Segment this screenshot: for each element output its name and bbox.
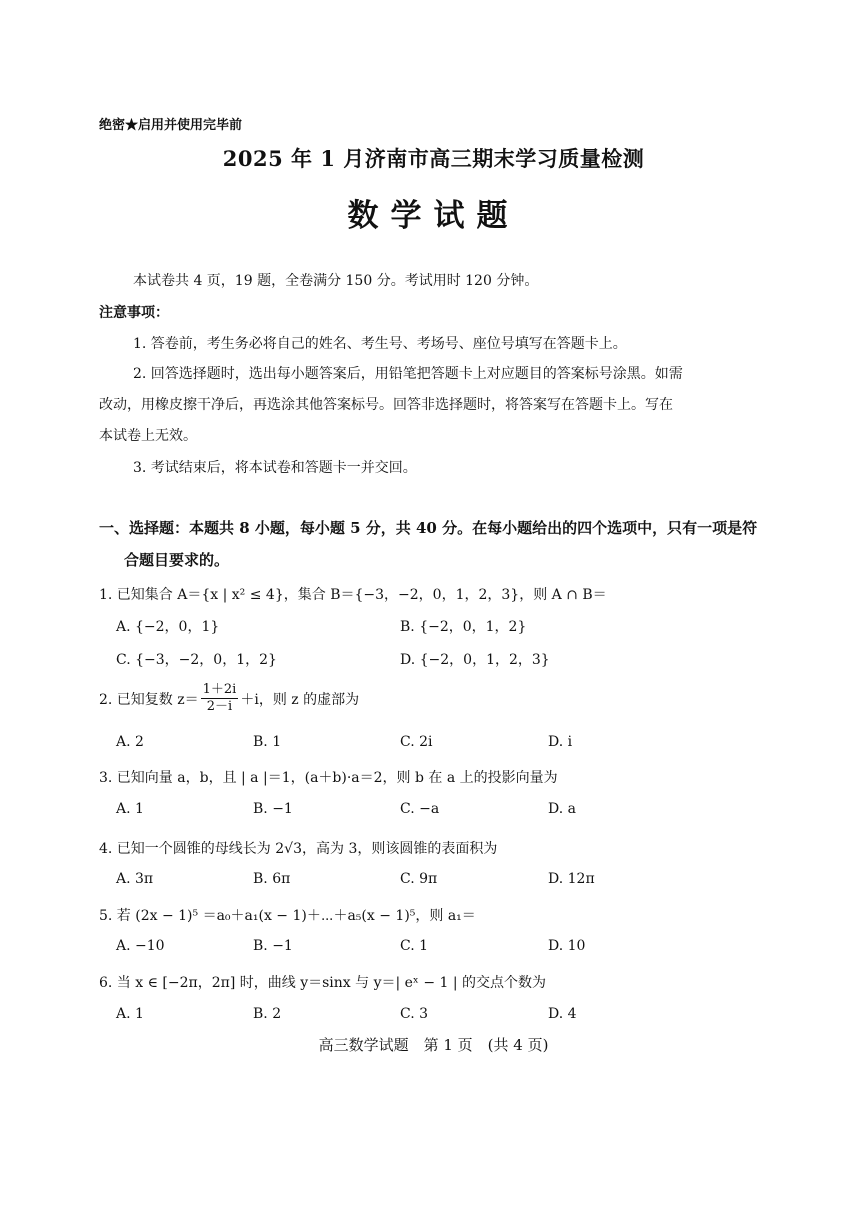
question-6-option-c: C. 3	[400, 1006, 429, 1022]
question-2-option-d: D. i	[548, 734, 573, 750]
question-2-stem	[99, 682, 359, 715]
question-5-option-c: C. 1	[400, 938, 429, 954]
question-4-option-d: D. 12π	[548, 871, 595, 887]
question-4-option-b: B. 6π	[253, 871, 291, 887]
subject-title: 数学试题	[347, 198, 520, 234]
note-item-2-line-2: 改动，用橡皮擦干净后，再选涂其他答案标号。回答非选择题时，将答案写在答题卡上。写在	[99, 397, 673, 413]
fraction-numerator: 1＋2i	[202, 682, 237, 697]
question-5-option-a: A. −10	[116, 938, 165, 954]
question-6-option-d: D. 4	[548, 1006, 577, 1022]
confidential-label: 绝密★启用并使用完毕前	[99, 118, 243, 133]
question-6-option-a: A. 1	[116, 1006, 144, 1022]
note-item-2-line-1: 2. 回答选择题时，选出每小题答案后，用铅笔把答题卡上对应题目的答案标号涂黑。如需	[133, 366, 683, 382]
note-item-3: 3. 考试结束后，将本试卷和答题卡一并交回。	[133, 460, 417, 476]
notes-heading: 注意事项：	[99, 305, 169, 321]
fraction-denominator: 2－i	[206, 699, 233, 714]
exam-title: 2025 年 1 月济南市高三期末学习质量检测	[222, 146, 645, 171]
page-footer: 高三数学试题 第 1 页 (共 4 页)	[318, 1036, 549, 1054]
section-1-heading-cont: 合题目要求的。	[124, 551, 230, 569]
question-3-stem: 3. 已知向量 a，b，且 | a |＝1，(a＋b)·a＝2，则 b 在 a 上的投影向量为	[99, 770, 558, 786]
question-4-option-c: C. 9π	[400, 871, 438, 887]
question-6-stem: 6. 当 x ∈ [−2π，2π] 时，曲线 y＝sinx 与 y＝| eˣ − 1 | 的交点个数为	[99, 975, 547, 991]
question-1-stem: 1. 已知集合 A＝{x | x² ≤ 4}，集合 B＝{−3，−2，0，1，2，3}，则 A ∩ B＝	[99, 587, 607, 603]
question-3-option-a: A. 1	[116, 801, 144, 817]
section-1-heading: 一、选择题：本题共 8 小题，每小题 5 分，共 40 分。在每小题给出的四个选项中，只有一项是符	[99, 519, 758, 537]
question-3-option-c: C. −a	[400, 801, 440, 817]
question-2-option-c: C. 2i	[400, 734, 433, 750]
note-item-2-line-3: 本试卷上无效。	[99, 428, 197, 444]
exam-intro: 本试卷共 4 页，19 题，全卷满分 150 分。考试用时 120 分钟。	[133, 273, 539, 289]
question-1-option-c: C. {−3，−2，0，1，2}	[116, 652, 277, 668]
question-2-stem-prefix: 2. 已知复数 z＝	[99, 691, 199, 708]
question-5-option-b: B. −1	[253, 938, 293, 954]
question-3-option-b: B. −1	[253, 801, 293, 817]
question-6-option-b: B. 2	[253, 1006, 282, 1022]
question-5-option-d: D. 10	[548, 938, 586, 954]
question-2-option-b: B. 1	[253, 734, 282, 750]
question-1-option-a: A. {−2，0，1}	[116, 619, 220, 635]
question-3-option-d: D. a	[548, 801, 576, 817]
question-5-stem: 5. 若 (2x − 1)⁵ ＝a₀＋a₁(x − 1)＋⋯＋a₅(x − 1)⁵，则 a₁＝	[99, 908, 476, 924]
question-1-option-b: B. {−2，0，1，2}	[400, 619, 527, 635]
question-4-stem: 4. 已知一个圆锥的母线长为 2√3，高为 3，则该圆锥的表面积为	[99, 841, 498, 857]
question-2-fraction	[201, 682, 239, 715]
question-2-option-a: A. 2	[116, 734, 144, 750]
question-1-option-d: D. {−2，0，1，2，3}	[400, 652, 550, 668]
question-4-option-a: A. 3π	[116, 871, 154, 887]
note-item-1: 1. 答卷前，考生务必将自己的姓名、考生号、考场号、座位号填写在答题卡上。	[133, 336, 627, 352]
question-2-stem-suffix: ＋i，则 z 的虚部为	[240, 691, 360, 708]
